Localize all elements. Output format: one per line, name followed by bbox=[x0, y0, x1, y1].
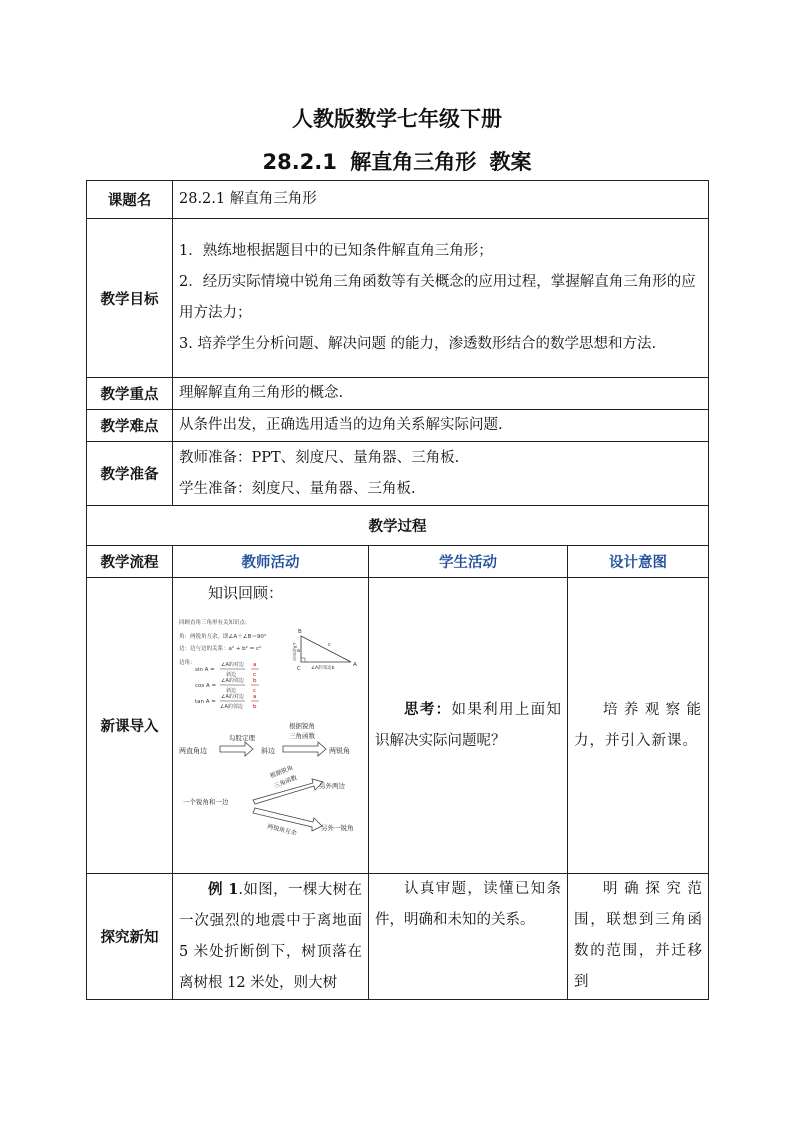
col-teacher: 教师活动 bbox=[173, 546, 369, 578]
teacher-prep: 教师准备：PPT、刻度尺、量角器、三角板. bbox=[179, 449, 460, 466]
explore-student-cell bbox=[369, 874, 568, 1000]
tan-den: ∠A的邻边 bbox=[220, 704, 243, 710]
goals-label: 教学目标 bbox=[87, 219, 173, 378]
topic-value: 28.2.1 解直角三角形 bbox=[173, 181, 709, 219]
key-point-label: 教学重点 bbox=[87, 378, 173, 410]
lesson-title: 28.2.1 解直角三角形 教案 bbox=[262, 150, 532, 174]
example-text: .如图，一棵大树在一次强烈的地震中于离地面 5 米处折断倒下，树顶落在离树根 12 米处，则大树 bbox=[179, 882, 362, 991]
preparation-label: 教学准备 bbox=[87, 442, 173, 506]
flow-complement: 两锐角互余 bbox=[266, 823, 298, 838]
preparation-cell bbox=[173, 442, 709, 506]
cos-den: 斜边 bbox=[226, 688, 237, 694]
sin-den: 斜边 bbox=[226, 672, 237, 678]
sin-ratio-num: a bbox=[253, 662, 257, 668]
knowledge-review-figure bbox=[173, 578, 368, 868]
arrow-trig bbox=[283, 742, 326, 756]
difficulty-value: 从条件出发，正确选用适当的边角关系解实际问题. bbox=[173, 410, 709, 442]
col-intent: 设计意图 bbox=[568, 546, 709, 578]
row-intro bbox=[87, 578, 709, 874]
cos-num: ∠A的邻边 bbox=[221, 678, 244, 684]
flow-pythag: 勾股定理 bbox=[229, 734, 255, 742]
goal-item: 2．经历实际情境中锐角三角函数等有关概念的应用过程，掌握解直角三角形的应用方法力； bbox=[179, 274, 696, 321]
col-student: 学生活动 bbox=[369, 546, 568, 578]
row-key-point bbox=[87, 378, 709, 410]
intro-intent-text: 培养观察能力，并引入新课。 bbox=[574, 701, 703, 749]
cos-ratio-den: c bbox=[253, 688, 257, 694]
flow-hyp: 斜边 bbox=[261, 747, 275, 755]
difficulty-label: 教学难点 bbox=[87, 410, 173, 442]
flow-two-sides: 两直角边 bbox=[179, 747, 207, 755]
topic-label: 课题名 bbox=[87, 181, 173, 219]
cos-label: cos A = bbox=[195, 683, 217, 689]
flow-trig-bottom: 三角函数 bbox=[289, 732, 315, 740]
row-topic bbox=[87, 181, 709, 219]
explore-student-text: 认真审题，读懂已知条件，明确和未知的关系。 bbox=[375, 881, 561, 928]
knowledge-heading: 知识回顾： bbox=[208, 584, 284, 602]
tan-num: ∠A的对边 bbox=[221, 694, 244, 700]
vertex-b: B bbox=[298, 629, 302, 635]
sin-label: sin A = bbox=[195, 667, 215, 673]
flow-one-angle: 一个锐角和一边 bbox=[183, 798, 229, 806]
lesson-plan-table bbox=[86, 180, 709, 1000]
tan-label: tan A = bbox=[195, 699, 216, 705]
intro-intent-cell bbox=[568, 578, 709, 874]
explore-label: 探究新知 bbox=[87, 874, 173, 1000]
sides-label: 边角： bbox=[179, 660, 196, 666]
row-difficulty bbox=[87, 410, 709, 442]
think-text: 如果利用上面知识解决实际问题呢？ bbox=[375, 702, 561, 749]
process-title: 教学过程 bbox=[87, 506, 709, 546]
goal-item: 3. 培养学生分析问题、解决问题 的能力，渗透数形结合的数学思想和方法. bbox=[179, 336, 657, 352]
right-triangle bbox=[301, 636, 351, 662]
vertex-a: A bbox=[353, 662, 357, 668]
intro-student-cell bbox=[369, 578, 568, 874]
arrow-pythag bbox=[220, 742, 253, 756]
think-label: 思考： bbox=[404, 701, 452, 718]
adjacent-side-label: ∠A的邻边b bbox=[311, 666, 335, 671]
row-columns bbox=[87, 546, 709, 578]
cos-ratio-num: b bbox=[253, 678, 257, 684]
flow-trig2-bottom: 三角函数 bbox=[273, 774, 299, 790]
figure-caption: 回顾直角三角形有关知识点: bbox=[179, 620, 247, 626]
flow-other-sides: 另外两边 bbox=[319, 782, 345, 790]
example-label: 例 1 bbox=[208, 881, 239, 898]
explore-intent-cell bbox=[568, 874, 709, 1000]
flow-two-angles: 两锐角 bbox=[329, 747, 350, 755]
opposite-side-label: ∠A的对边 bbox=[292, 642, 298, 661]
goal-item: 1．熟练地根据题目中的已知条件解直角三角形； bbox=[179, 243, 493, 259]
key-point-value: 理解解直角三角形的概念. bbox=[173, 378, 709, 410]
flow-other-angle: 另外一锐角 bbox=[321, 824, 354, 832]
row-goals bbox=[87, 219, 709, 378]
explore-teacher-cell bbox=[173, 874, 369, 1000]
row-process-title bbox=[87, 506, 709, 546]
col-flow: 教学流程 bbox=[87, 546, 173, 578]
vertex-c: C bbox=[297, 666, 301, 672]
intro-label: 新课导入 bbox=[87, 578, 173, 874]
document-title: 人教版数学七年级下册 bbox=[292, 107, 502, 131]
side-c: c bbox=[328, 642, 331, 648]
flow-trig-top: 根据锐角 bbox=[289, 722, 315, 730]
sin-num: ∠A的对边 bbox=[221, 662, 244, 668]
row-preparation bbox=[87, 442, 709, 506]
side-a: a bbox=[297, 648, 301, 654]
side-line: 边：边与边的关系：a² + b² = c² bbox=[179, 646, 262, 652]
tan-ratio-den: b bbox=[253, 704, 257, 710]
sin-ratio-den: c bbox=[253, 672, 257, 678]
flow-trig2-top: 根据锐角 bbox=[269, 764, 295, 780]
angle-line: 角：两锐角互余，即∠A＋∠B＝90° bbox=[179, 634, 267, 640]
tan-ratio-num: a bbox=[253, 694, 257, 700]
intro-teacher-cell bbox=[173, 578, 369, 874]
student-prep: 学生准备：刻度尺、量角器、三角板. bbox=[179, 480, 416, 497]
row-explore bbox=[87, 874, 709, 1000]
explore-intent-text: 明确探究范围，联想到三角函数的范围，并迁移到 bbox=[574, 881, 703, 990]
goals-cell bbox=[173, 219, 709, 378]
review-diagram bbox=[173, 578, 369, 868]
